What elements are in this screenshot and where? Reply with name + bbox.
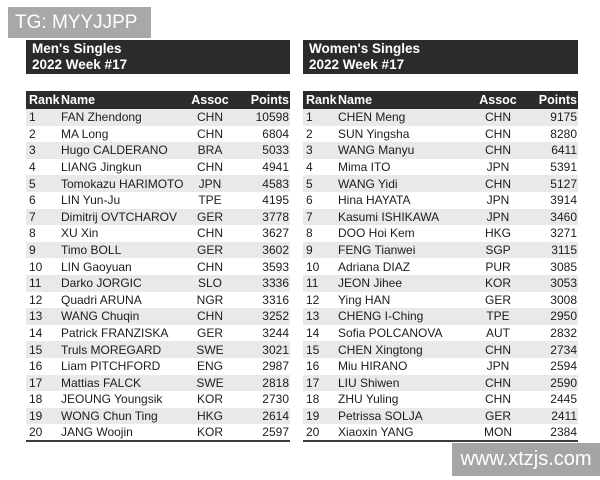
womens-title-line1: Women's Singles bbox=[309, 41, 420, 56]
table-row bbox=[303, 325, 578, 342]
rank-cell: 15 bbox=[29, 342, 43, 357]
mens-title-line2: 2022 Week #17 bbox=[32, 57, 128, 72]
rank-cell: 17 bbox=[306, 375, 320, 390]
assoc-cell: CHN bbox=[485, 375, 511, 390]
assoc-cell: CHN bbox=[485, 143, 511, 158]
rank-cell: 16 bbox=[306, 359, 320, 374]
points-cell: 3627 bbox=[262, 226, 289, 241]
name-cell: Timo BOLL bbox=[61, 243, 122, 258]
table-row bbox=[26, 308, 290, 325]
table-row bbox=[26, 126, 290, 143]
assoc-cell: JPN bbox=[486, 193, 510, 208]
name-cell: Miu HIRANO bbox=[338, 359, 408, 374]
name-cell: Hina HAYATA bbox=[338, 193, 411, 208]
points-cell: 5127 bbox=[550, 176, 577, 191]
assoc-cell: KOR bbox=[196, 425, 223, 440]
table-row bbox=[303, 358, 578, 375]
table-row bbox=[303, 159, 578, 176]
rank-cell: 1 bbox=[306, 110, 313, 125]
points-cell: 3085 bbox=[550, 259, 577, 274]
column-header-rank: Rank bbox=[303, 91, 338, 109]
table-row bbox=[26, 192, 290, 209]
assoc-cell: CHN bbox=[197, 259, 223, 274]
table-row bbox=[26, 391, 290, 408]
assoc-cell: TPE bbox=[198, 193, 222, 208]
column-header-name: Name bbox=[61, 91, 184, 109]
assoc-cell: CHN bbox=[197, 226, 223, 241]
points-cell: 3252 bbox=[262, 309, 289, 324]
points-cell: 2594 bbox=[550, 359, 577, 374]
table-row bbox=[26, 258, 290, 275]
points-cell: 2734 bbox=[550, 342, 577, 357]
table-row bbox=[303, 175, 578, 192]
rank-cell: 11 bbox=[306, 276, 319, 291]
assoc-cell: CHN bbox=[485, 392, 511, 407]
assoc-cell: SWE bbox=[196, 342, 224, 357]
rank-cell: 14 bbox=[306, 326, 320, 341]
rank-cell: 14 bbox=[29, 326, 43, 341]
name-cell: JANG Woojin bbox=[61, 425, 133, 440]
table-row bbox=[26, 408, 290, 425]
table-header-row bbox=[26, 91, 290, 109]
rank-cell: 12 bbox=[29, 292, 43, 307]
assoc-cell: CHN bbox=[485, 126, 511, 141]
assoc-cell: CHN bbox=[485, 176, 511, 191]
name-cell: Xiaoxin YANG bbox=[338, 425, 414, 440]
points-cell: 3602 bbox=[262, 243, 289, 258]
rank-cell: 17 bbox=[29, 375, 43, 390]
rank-cell: 3 bbox=[306, 143, 313, 158]
womens-singles-title bbox=[303, 40, 578, 74]
rank-cell: 5 bbox=[306, 176, 313, 191]
mens-singles-title bbox=[26, 40, 290, 74]
table-row bbox=[303, 192, 578, 209]
table-row bbox=[26, 275, 290, 292]
points-cell: 2590 bbox=[550, 375, 577, 390]
name-cell: WONG Chun Ting bbox=[61, 408, 158, 423]
points-cell: 2411 bbox=[551, 408, 577, 423]
name-cell: Quadri ARUNA bbox=[61, 292, 142, 307]
name-cell: SUN Yingsha bbox=[338, 126, 410, 141]
name-cell: DOO Hoi Kem bbox=[338, 226, 415, 241]
points-cell: 3914 bbox=[550, 193, 577, 208]
rank-cell: 19 bbox=[29, 408, 43, 423]
womens-singles-table bbox=[303, 91, 578, 442]
assoc-cell: TPE bbox=[486, 309, 510, 324]
name-cell: Adriana DIAZ bbox=[338, 259, 411, 274]
points-cell: 6411 bbox=[551, 143, 577, 158]
points-cell: 3316 bbox=[262, 292, 289, 307]
points-cell: 2614 bbox=[262, 408, 289, 423]
assoc-cell: MON bbox=[484, 425, 512, 440]
points-cell: 2987 bbox=[262, 359, 289, 374]
points-cell: 9175 bbox=[550, 110, 577, 125]
points-cell: 2832 bbox=[550, 326, 577, 341]
table-row bbox=[303, 242, 578, 259]
table-row bbox=[303, 292, 578, 309]
table-row bbox=[303, 142, 578, 159]
assoc-cell: CHN bbox=[197, 309, 223, 324]
points-cell: 2384 bbox=[550, 425, 577, 440]
table-row bbox=[303, 375, 578, 392]
name-cell: CHEN Meng bbox=[338, 110, 406, 125]
assoc-cell: GER bbox=[196, 243, 223, 258]
name-cell: WANG Chuqin bbox=[61, 309, 140, 324]
assoc-cell: PUR bbox=[485, 259, 511, 274]
assoc-cell: KOR bbox=[484, 276, 511, 291]
table-row bbox=[303, 275, 578, 292]
table-row bbox=[26, 325, 290, 342]
rank-cell: 12 bbox=[306, 292, 320, 307]
rank-cell: 19 bbox=[306, 408, 320, 423]
watermark-site: www.xtzjs.com bbox=[452, 443, 600, 476]
table-row bbox=[303, 258, 578, 275]
column-header-points: Points bbox=[524, 91, 578, 109]
table-row bbox=[303, 209, 578, 226]
name-cell: LIU Shiwen bbox=[338, 375, 400, 390]
table-row bbox=[26, 358, 290, 375]
name-cell: MA Long bbox=[61, 126, 109, 141]
assoc-cell: AUT bbox=[486, 326, 510, 341]
rank-cell: 1 bbox=[29, 110, 36, 125]
points-cell: 2730 bbox=[262, 392, 289, 407]
name-cell: WANG Manyu bbox=[338, 143, 415, 158]
points-cell: 2445 bbox=[550, 392, 577, 407]
name-cell: Darko JORGIC bbox=[61, 276, 142, 291]
points-cell: 8280 bbox=[550, 126, 577, 141]
assoc-cell: JPN bbox=[198, 176, 222, 191]
table-row bbox=[26, 209, 290, 226]
points-cell: 5391 bbox=[550, 160, 577, 175]
points-cell: 3021 bbox=[262, 342, 289, 357]
column-header-rank: Rank bbox=[26, 91, 61, 109]
rank-cell: 18 bbox=[306, 392, 320, 407]
name-cell: LIANG Jingkun bbox=[61, 160, 142, 175]
table-row bbox=[303, 126, 578, 143]
assoc-cell: JPN bbox=[486, 209, 510, 224]
table-row bbox=[26, 341, 290, 358]
points-cell: 3053 bbox=[550, 276, 577, 291]
name-cell: Ying HAN bbox=[338, 292, 391, 307]
points-cell: 3115 bbox=[551, 243, 577, 258]
name-cell: CHEN Xingtong bbox=[338, 342, 423, 357]
points-cell: 3271 bbox=[550, 226, 577, 241]
assoc-cell: KOR bbox=[196, 392, 223, 407]
assoc-cell: JPN bbox=[486, 160, 510, 175]
watermark-telegram: TG: MYYJJPP bbox=[8, 7, 151, 38]
points-cell: 2950 bbox=[550, 309, 577, 324]
table-row bbox=[303, 109, 578, 126]
points-cell: 3593 bbox=[262, 259, 289, 274]
points-cell: 3008 bbox=[550, 292, 577, 307]
rank-cell: 18 bbox=[29, 392, 43, 407]
name-cell: Petrissa SOLJA bbox=[338, 408, 423, 423]
rank-cell: 20 bbox=[306, 425, 320, 440]
rank-cell: 10 bbox=[29, 259, 43, 274]
name-cell: Dimitrij OVTCHAROV bbox=[61, 209, 177, 224]
points-cell: 3244 bbox=[262, 326, 289, 341]
assoc-cell: SWE bbox=[196, 375, 224, 390]
table-row bbox=[303, 225, 578, 242]
name-cell: Liam PITCHFORD bbox=[61, 359, 161, 374]
column-header-assoc: Assoc bbox=[184, 91, 236, 109]
assoc-cell: BRA bbox=[197, 143, 223, 158]
name-cell: Patrick FRANZISKA bbox=[61, 326, 169, 341]
assoc-cell: CHN bbox=[197, 160, 223, 175]
name-cell: XU Xin bbox=[61, 226, 99, 241]
column-header-points: Points bbox=[236, 91, 290, 109]
mens-singles-table bbox=[26, 91, 290, 442]
points-cell: 10598 bbox=[255, 110, 289, 125]
rank-cell: 16 bbox=[29, 359, 43, 374]
points-cell: 3778 bbox=[262, 209, 289, 224]
rank-cell: 8 bbox=[306, 226, 313, 241]
assoc-cell: GER bbox=[196, 326, 223, 341]
rank-cell: 2 bbox=[306, 126, 313, 141]
assoc-cell: CHN bbox=[485, 342, 511, 357]
assoc-cell: HKG bbox=[196, 408, 223, 423]
points-cell: 3460 bbox=[550, 209, 577, 224]
points-cell: 2597 bbox=[262, 425, 289, 440]
assoc-cell: NGR bbox=[196, 292, 224, 307]
name-cell: Mattias FALCK bbox=[61, 375, 142, 390]
table-row bbox=[303, 391, 578, 408]
points-cell: 6804 bbox=[262, 126, 289, 141]
assoc-cell: CHN bbox=[197, 110, 223, 125]
points-cell: 3336 bbox=[262, 276, 289, 291]
name-cell: JEOUNG Youngsik bbox=[61, 392, 163, 407]
rank-cell: 13 bbox=[306, 309, 320, 324]
name-cell: CHENG I-Ching bbox=[338, 309, 424, 324]
name-cell: Sofia POLCANOVA bbox=[338, 326, 443, 341]
rank-cell: 4 bbox=[306, 160, 313, 175]
assoc-cell: SLO bbox=[197, 276, 222, 291]
table-row bbox=[26, 159, 290, 176]
name-cell: Hugo CALDERANO bbox=[61, 143, 168, 158]
table-row bbox=[303, 408, 578, 425]
name-cell: Mima ITO bbox=[338, 160, 391, 175]
rank-cell: 2 bbox=[29, 126, 36, 141]
rank-cell: 7 bbox=[306, 209, 313, 224]
name-cell: Tomokazu HARIMOTO bbox=[61, 176, 184, 191]
rank-cell: 20 bbox=[29, 425, 43, 440]
rank-cell: 3 bbox=[29, 143, 36, 158]
rank-cell: 8 bbox=[29, 226, 36, 241]
table-header-row bbox=[303, 91, 578, 109]
rank-cell: 7 bbox=[29, 209, 36, 224]
name-cell: LIN Yun-Ju bbox=[61, 193, 121, 208]
table-row bbox=[26, 292, 290, 309]
rank-cell: 6 bbox=[306, 193, 313, 208]
rank-cell: 15 bbox=[306, 342, 320, 357]
table-row bbox=[303, 341, 578, 358]
assoc-cell: SGP bbox=[485, 243, 511, 258]
points-cell: 4941 bbox=[262, 160, 289, 175]
table-row bbox=[26, 375, 290, 392]
table-row bbox=[26, 142, 290, 159]
mens-title-line1: Men's Singles bbox=[32, 41, 122, 56]
table-row bbox=[303, 424, 578, 441]
rank-cell: 6 bbox=[29, 193, 36, 208]
rank-cell: 5 bbox=[29, 176, 36, 191]
table-row bbox=[26, 225, 290, 242]
assoc-cell: GER bbox=[484, 292, 511, 307]
name-cell: FENG Tianwei bbox=[338, 243, 416, 258]
mens-singles-ranking bbox=[26, 40, 290, 442]
rank-cell: 9 bbox=[306, 243, 313, 258]
rank-cell: 13 bbox=[29, 309, 43, 324]
assoc-cell: HKG bbox=[484, 226, 511, 241]
womens-singles-ranking bbox=[303, 40, 578, 442]
rank-cell: 10 bbox=[306, 259, 320, 274]
table-row bbox=[26, 424, 290, 441]
points-cell: 4195 bbox=[262, 193, 289, 208]
rank-cell: 11 bbox=[29, 276, 42, 291]
assoc-cell: ENG bbox=[196, 359, 223, 374]
assoc-cell: JPN bbox=[486, 359, 510, 374]
column-header-name: Name bbox=[338, 91, 472, 109]
points-cell: 5033 bbox=[262, 143, 289, 158]
assoc-cell: GER bbox=[196, 209, 223, 224]
name-cell: WANG Yidi bbox=[338, 176, 398, 191]
points-cell: 2818 bbox=[262, 375, 289, 390]
assoc-cell: GER bbox=[484, 408, 511, 423]
name-cell: Kasumi ISHIKAWA bbox=[338, 209, 440, 224]
rank-cell: 4 bbox=[29, 160, 36, 175]
column-header-assoc: Assoc bbox=[472, 91, 524, 109]
table-row bbox=[26, 109, 290, 126]
assoc-cell: CHN bbox=[197, 126, 223, 141]
name-cell: LIN Gaoyuan bbox=[61, 259, 132, 274]
womens-title-line2: 2022 Week #17 bbox=[309, 57, 405, 72]
points-cell: 4583 bbox=[262, 176, 289, 191]
assoc-cell: CHN bbox=[485, 110, 511, 125]
name-cell: ZHU Yuling bbox=[338, 392, 399, 407]
table-row bbox=[303, 308, 578, 325]
table-row bbox=[26, 242, 290, 259]
name-cell: Truls MOREGARD bbox=[61, 342, 162, 357]
name-cell: FAN Zhendong bbox=[61, 110, 142, 125]
table-row bbox=[26, 175, 290, 192]
rank-cell: 9 bbox=[29, 243, 36, 258]
name-cell: JEON Jihee bbox=[338, 276, 403, 291]
